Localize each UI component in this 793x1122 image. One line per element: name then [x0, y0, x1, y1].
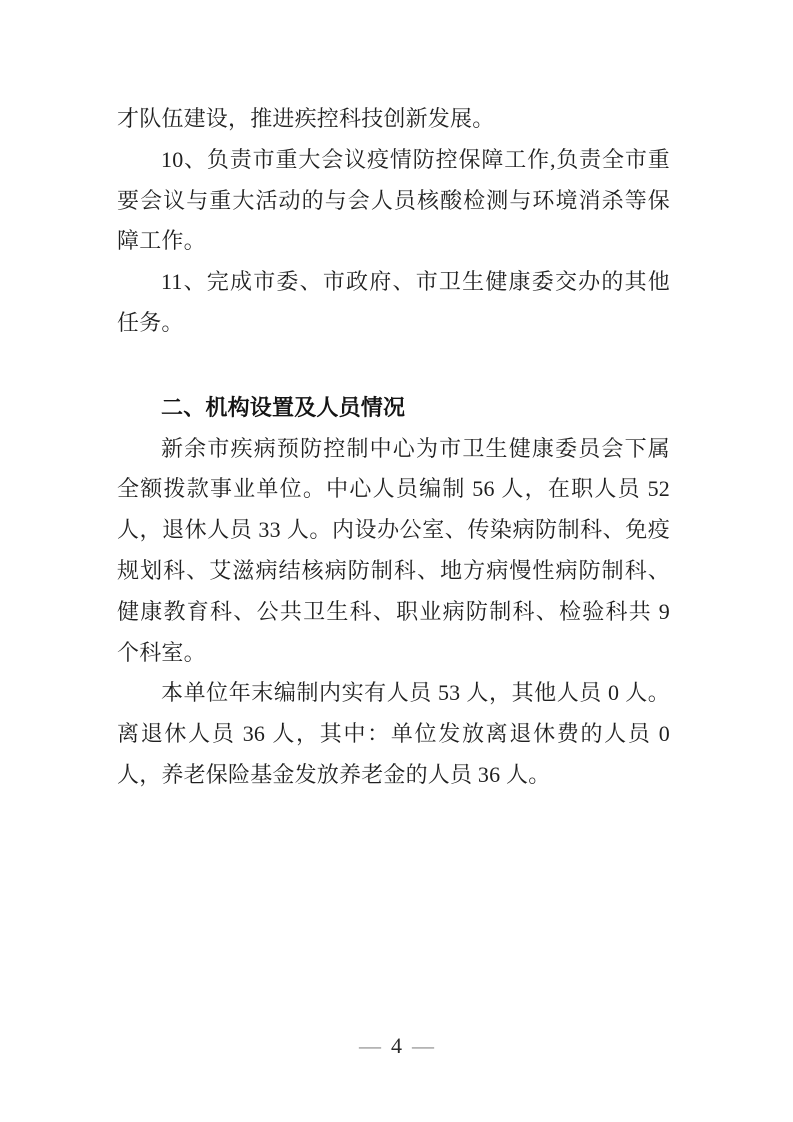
section-heading-org-and-staff: 二、机构设置及人员情况 — [161, 394, 406, 420]
paragraph-duty-10: 10、负责市重大会议疫情防控保障工作,负责全市重要会议与重大活动的与会人员核酸检测与环境消杀等保障工作。 — [117, 146, 670, 254]
page-footer — [0, 1031, 793, 1061]
paragraph-org-setup: 新余市疾病预防控制中心为市卫生健康委员会下属全额拨款事业单位。中心人员编制 56 人，在职人员 52 人，退休人员 33 人。内设办公室、传染病防制科、免疫规划科、艾滋病结核病防制科、地方病慢性病防制科、健康教育科、公共卫生科、职业病防制科、检验科共 9 个科室。 — [117, 435, 670, 665]
paragraph-continuation: 才队伍建设，推进疾控科技创新发展。 — [117, 106, 495, 131]
footer-dash-right: — — [412, 1033, 434, 1058]
footer-dash-left: — — [359, 1033, 381, 1058]
paragraph-staffing-figures: 本单位年末编制内实有人员 53 人，其他人员 0 人。离退休人员 36 人，其中：单位发放离退休费的人员 0 人，养老保险基金发放养老金的人员 36 人。 — [117, 680, 670, 787]
paragraph-duty-11: 11、完成市委、市政府、市卫生健康委交办的其他任务。 — [117, 269, 670, 335]
page-number: 4 — [391, 1033, 402, 1058]
document-body — [117, 99, 670, 796]
